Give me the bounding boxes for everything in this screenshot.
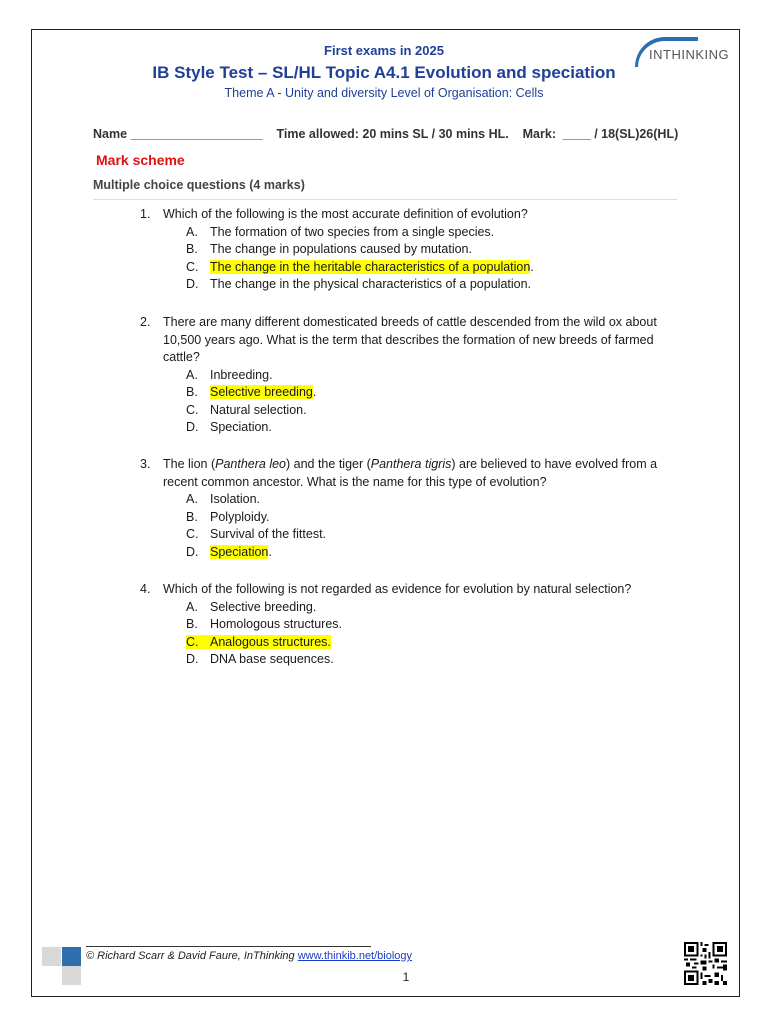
page-subtitle: Theme A - Unity and diversity Level of Organisation: Cells — [224, 86, 544, 100]
exam-year-line: First exams in 2025 — [324, 43, 444, 58]
question-number: 1. — [140, 207, 151, 221]
option-c-answer: C. The change in the heritable characteristics of a population. — [186, 259, 534, 274]
logo-text: INTHINKING — [649, 47, 730, 62]
species-name: Panthera leo — [215, 457, 286, 471]
option-b: B. The change in populations caused by mutation. — [186, 242, 472, 256]
answer-highlight: Selective breeding — [210, 385, 313, 399]
section-title: Multiple choice questions (4 marks) — [93, 178, 305, 192]
option-a: A. Selective breeding. — [186, 599, 317, 614]
option-a: A. Inbreeding. — [186, 367, 273, 382]
page-title: IB Style Test – SL/HL Topic A4.1 Evolution and speciation — [152, 63, 616, 82]
question-stem: Which of the following is the most accurate definition of evolution? — [163, 207, 528, 221]
answer-highlight: C. Analogous structures. — [186, 634, 331, 649]
answer-highlight: The change in the heritable characteristics of a population — [210, 259, 531, 274]
footer-divider — [86, 946, 371, 947]
page-border — [31, 29, 740, 997]
name-time-mark-line: Name ___________________ Time allowed: 20 mins SL / 30 mins HL. Mark: ____ / 18(SL)26(HL) — [93, 127, 679, 141]
question-number: 4. — [140, 582, 151, 596]
page-number: 1 — [402, 970, 410, 984]
option-b-answer: B. Selective breeding. — [186, 385, 317, 399]
option-d-answer: D. Speciation. — [186, 544, 272, 559]
option-a: A. The formation of two species from a single species. — [186, 224, 495, 239]
option-c: C. Survival of the fittest. — [186, 527, 327, 541]
option-d: D. The change in the physical characteristics of a population. — [186, 277, 532, 291]
question-stem: There are many different domesticated breeds of cattle descended from the wild ox about 10,500 years ago. What is the term that describes the formation of new breeds of farmed cattle? — [163, 315, 657, 364]
footer-link[interactable]: www.thinkib.net/biology — [297, 950, 413, 962]
qr-code-icon — [684, 942, 727, 985]
option-b: B. Homologous structures. — [186, 617, 343, 631]
inthinking-logo — [635, 37, 735, 67]
question-stem: The lion (Panthera leo) and the tiger (Panthera tigris) are believed to have evolved from a recent common ancestor. What is the name for this type of evolution? — [163, 457, 658, 489]
question-number: 2. — [140, 315, 151, 329]
option-a: A. Isolation. — [186, 492, 261, 506]
species-name: Panthera tigris — [370, 457, 452, 471]
mark-scheme-label: Mark scheme — [96, 152, 185, 168]
option-b: B. Polyploidy. — [186, 509, 270, 524]
section-divider — [93, 199, 677, 200]
option-c: C. Natural selection. — [186, 402, 307, 417]
answer-highlight: Speciation — [210, 544, 269, 559]
option-d: D. Speciation. — [186, 420, 272, 434]
question-stem: Which of the following is not regarded as evidence for evolution by natural selection? — [163, 582, 632, 596]
option-d: D. DNA base sequences. — [186, 652, 334, 666]
question-number: 3. — [140, 457, 151, 471]
footer-copyright: © Richard Scarr & David Faure, InThinking www.thinkib.net/biology — [86, 950, 413, 962]
option-c-answer — [186, 634, 331, 652]
